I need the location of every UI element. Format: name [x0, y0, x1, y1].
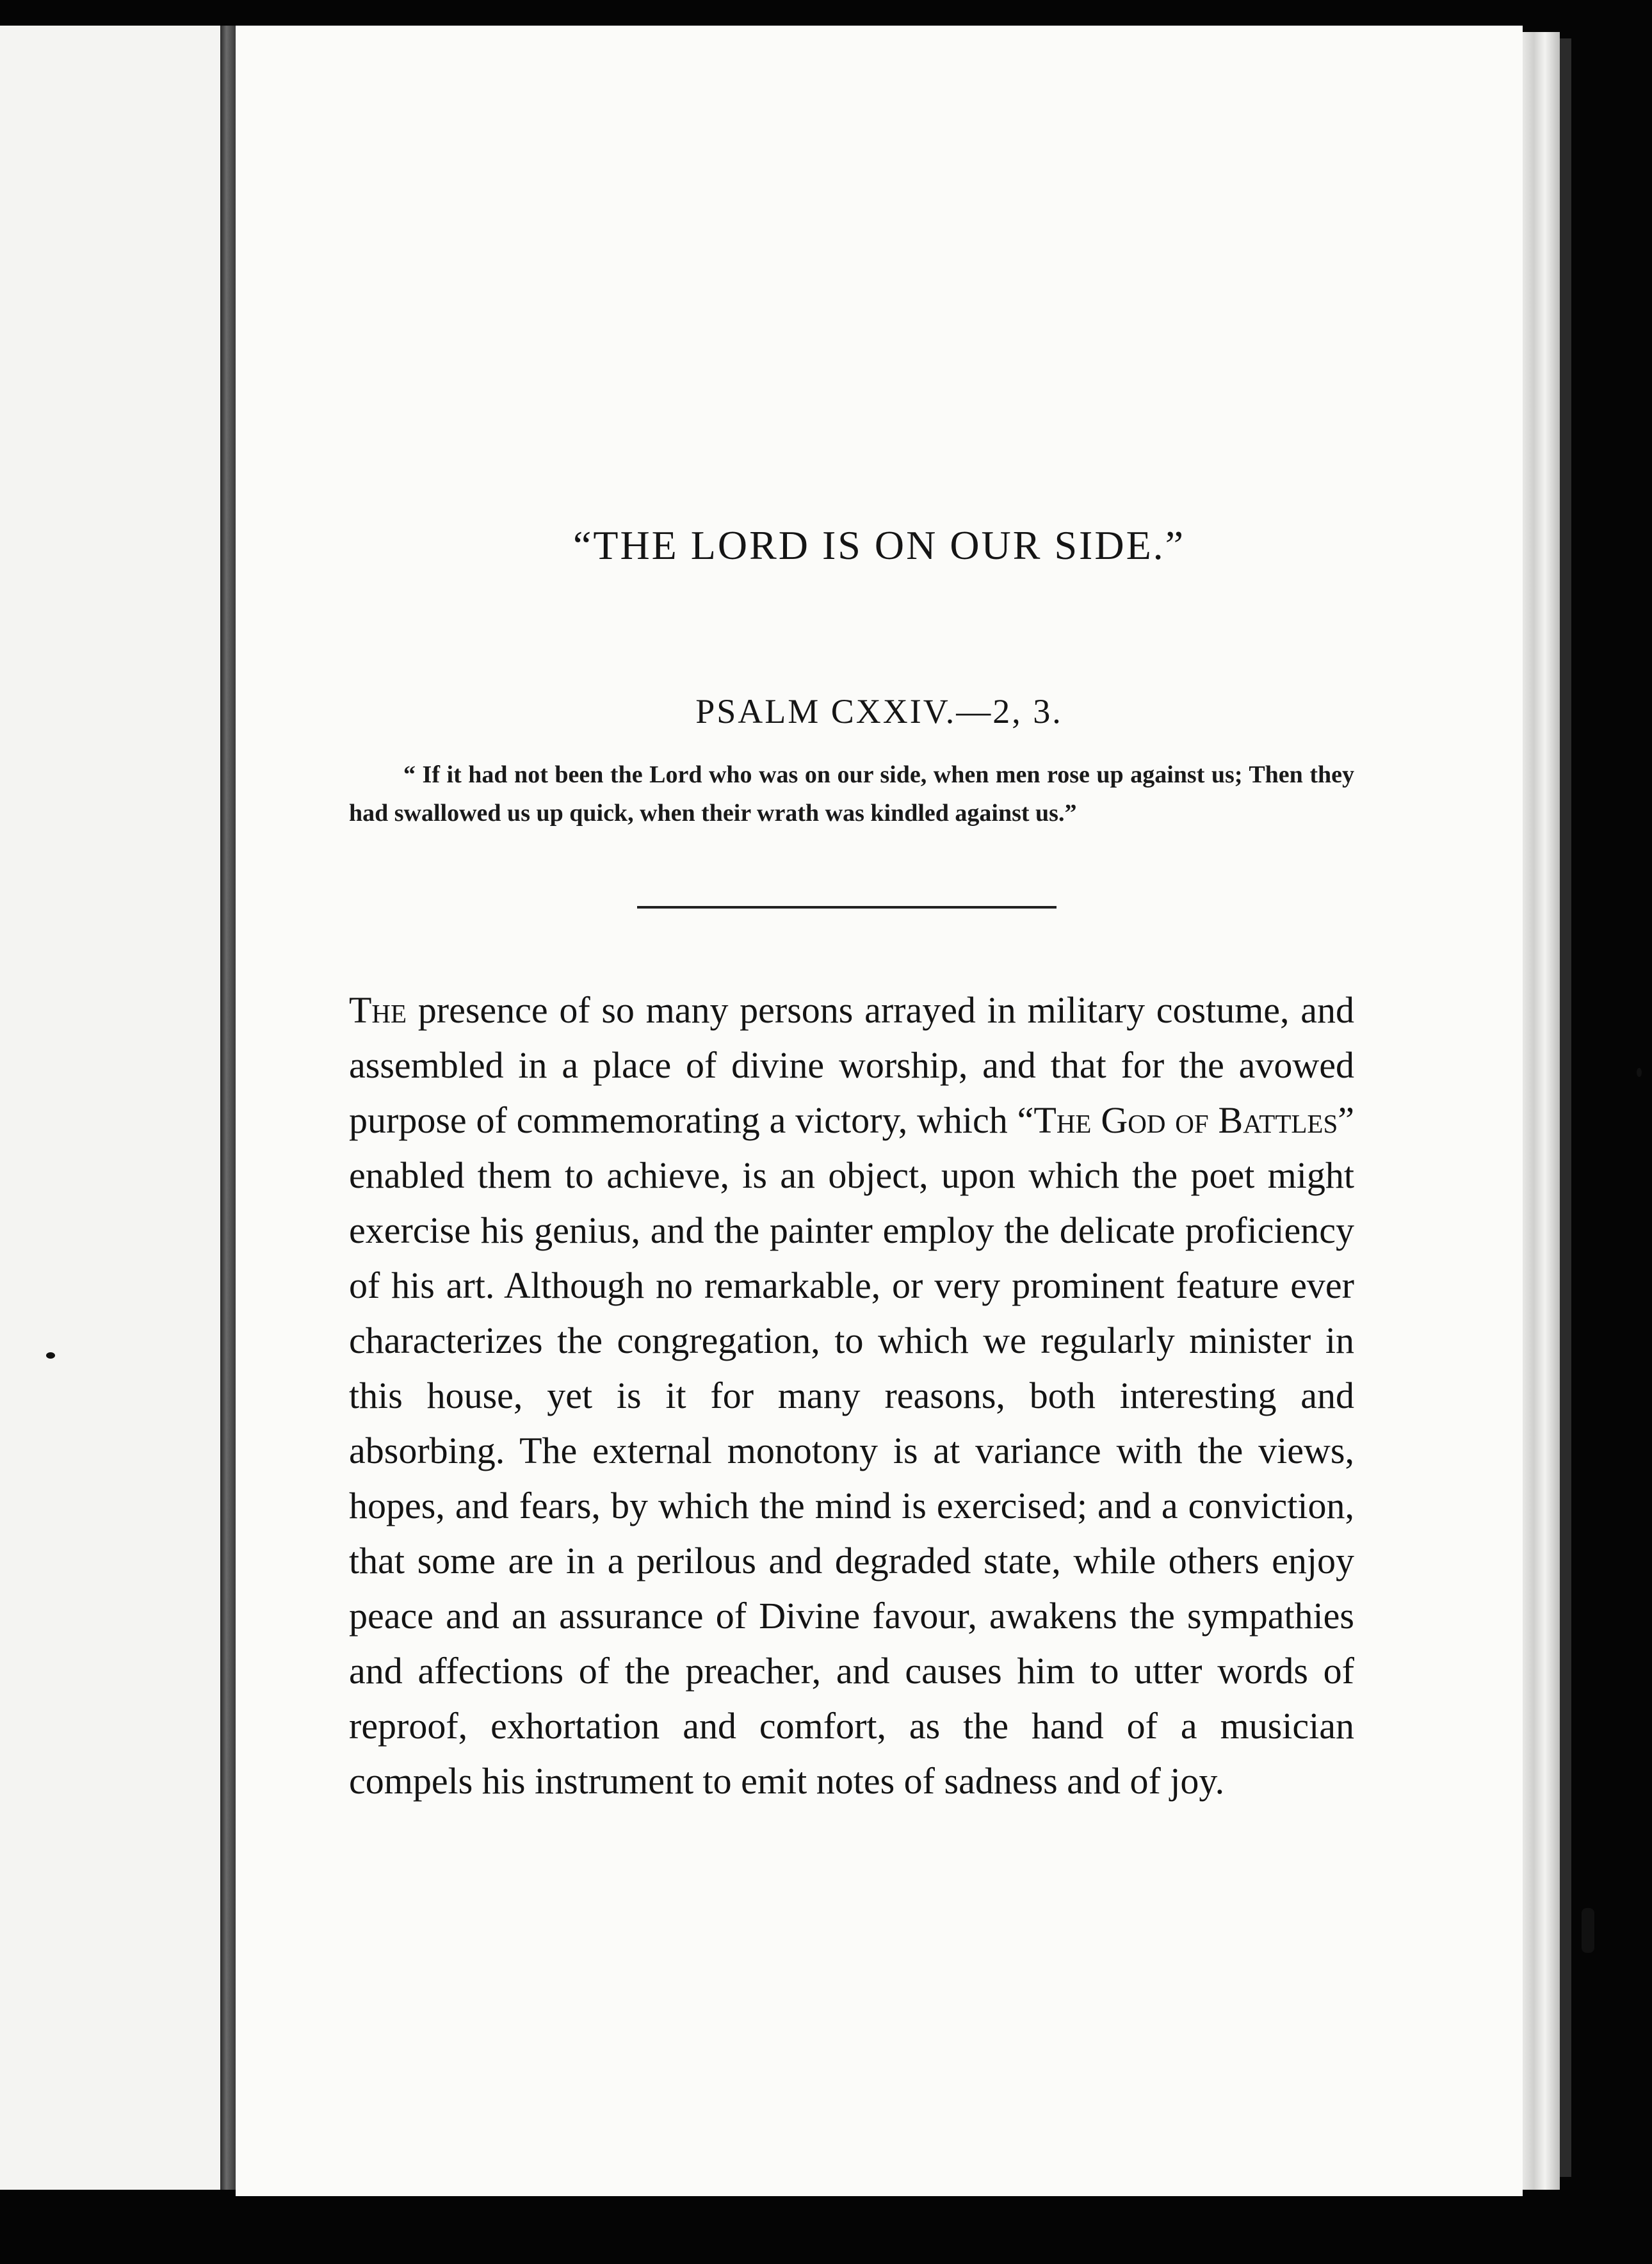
- page-edge: [1523, 32, 1560, 2190]
- body-text-part-2: ” enabled them to achieve, is an object, upon which the poet might exercise his genius, and the painter employ the delicate proficiency of his art. Although no remarkable, or very prominent feature ever characterizes the congregation, to which we regularly minister in this house, yet is it for many reasons, both interesting and absorbing. The external monotony is at variance with the views, hopes, and fears, by which the mind is exercised; and a conviction, that some are in a perilous and degraded state, while others enjoy peace and an assurance of Divine favour, awakens the sympathies and affections of the preacher, and causes him to utter words of reproof, exhortation and comfort, as the hand of a musician compels his instrument to emit notes of sadness and of joy.: [349, 1099, 1355, 1802]
- scan-speck: [46, 1352, 55, 1359]
- opening-word: The: [349, 989, 407, 1031]
- page-edge-shadow: [1560, 38, 1571, 2177]
- scan-speck: [1637, 1068, 1642, 1077]
- psalm-reference: PSALM CXXIV.—2, 3.: [695, 692, 1063, 731]
- body-text-part-1: presence of so many persons arrayed in military costume, and assembled in a place of divine worship, and that for the avowed purpose of commemorating a victory, which “: [349, 989, 1354, 1141]
- body-paragraph: [349, 983, 1354, 1809]
- section-divider: [637, 906, 1057, 909]
- book-gutter: [220, 26, 236, 2190]
- small-caps-phrase: The God of Battles: [1033, 1099, 1338, 1141]
- facing-page: [0, 26, 225, 2190]
- scan-speck: [1582, 1908, 1594, 1953]
- scripture-epigraph: “ If it had not been the Lord who was on our side, when men rose up against us; Then they had swallowed us up quick, when their wrath was kindled against us.”: [349, 761, 1354, 827]
- page-title: “THE LORD IS ON OUR SIDE.”: [572, 522, 1186, 568]
